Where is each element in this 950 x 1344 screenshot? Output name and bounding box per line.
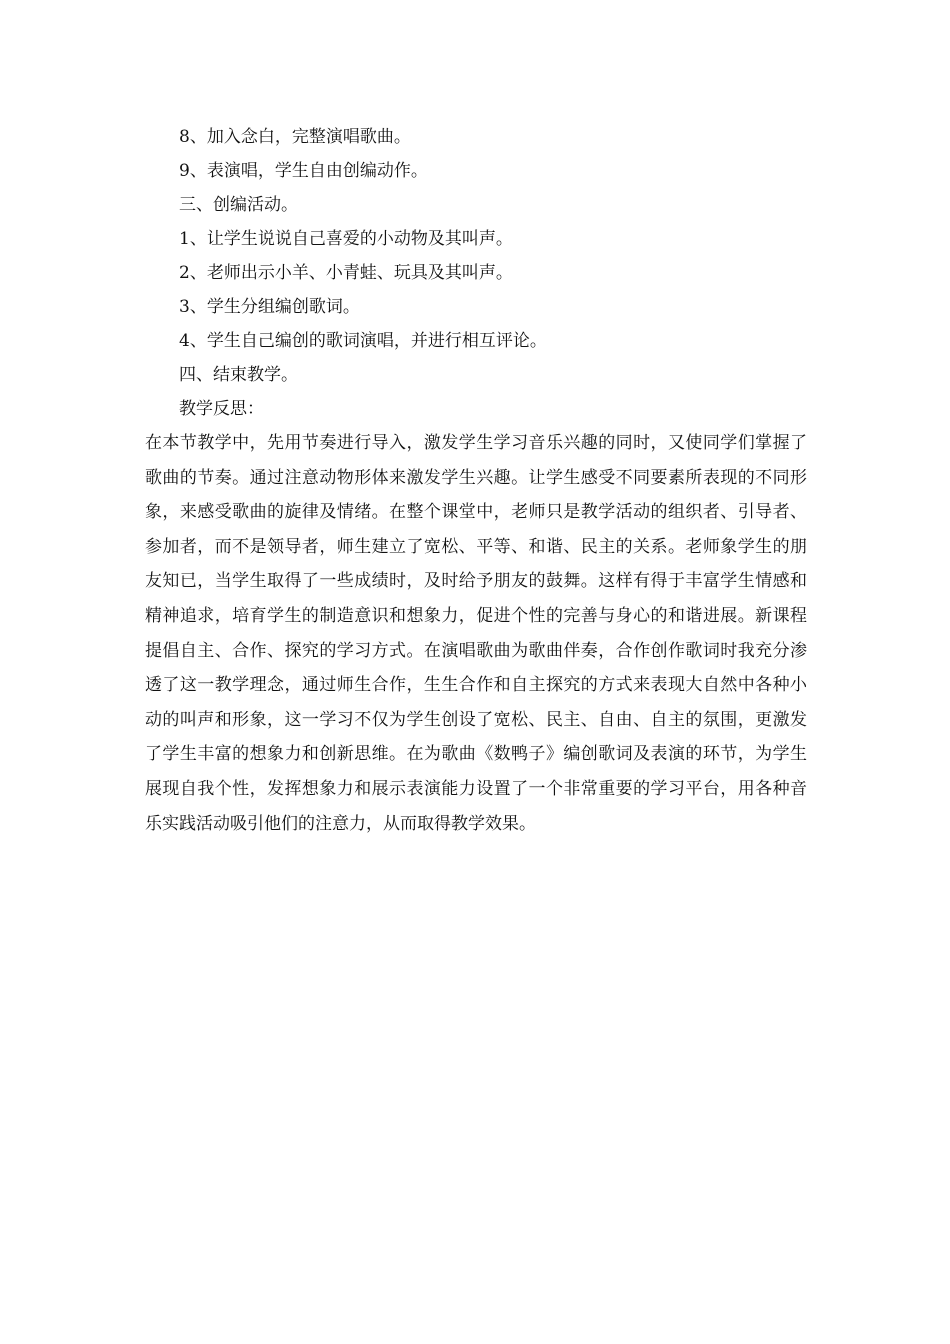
step-9-line: 9、表演唱，学生自由创编动作。 bbox=[179, 161, 428, 181]
reflection-paragraph: 在本节教学中，先用节奏进行导入，激发学生学习音乐兴趣的同时，又使同学们掌握了歌曲的节奏。通过注意动物形体来激发学生兴趣。让学生感受不同要素所表现的不同形象，来感受歌曲的旋律及情绪。在整个课堂中，老师只是教学活动的组织者、引导者、参加者，而不是领导者，师生建立了宽松、平等、和谐、民主的关系。老师象学生的朋友知已，当学生取得了一些成绩时，及时给予朋友的鼓舞。这样有得于丰富学生情感和精神追求，培育学生的制造意识和想象力，促进个性的完善与身心的和谐进展。新课程提倡自主、合作、探究的学习方式。在演唱歌曲为歌曲伴奏，合作创作歌词时我充分渗透了这一教学理念，通过师生合作，生生合作和自主探究的方式来表现大自然中各种小动的叫声和形象，这一学习不仅为学生创设了宽松、民主、自由、自主的氛围，更激发了学生丰富的想象力和创新思维。在为歌曲《数鸭子》编创歌词及表演的环节，为学生展现自我个性，发挥想象力和展示表演能力设置了一个非常重要的学习平台，用各种音乐实践活动吸引他们的注意力，从而取得教学效果。 bbox=[145, 433, 807, 834]
step-8-line: 8、加入念白，完整演唱歌曲。 bbox=[179, 127, 411, 147]
activity-3-line: 3、学生分组编创歌词。 bbox=[179, 297, 360, 317]
activity-1-line: 1、让学生说说自己喜爱的小动物及其叫声。 bbox=[179, 229, 513, 249]
document-body bbox=[145, 120, 807, 841]
activity-2-line: 2、老师出示小羊、小青蛙、玩具及其叫声。 bbox=[179, 263, 513, 283]
reflection-heading: 教学反思： bbox=[179, 399, 264, 419]
section-4-heading: 四、结束教学。 bbox=[179, 365, 298, 385]
section-3-heading: 三、创编活动。 bbox=[179, 195, 298, 215]
activity-4-line: 4、学生自己编创的歌词演唱，并进行相互评论。 bbox=[179, 331, 547, 351]
